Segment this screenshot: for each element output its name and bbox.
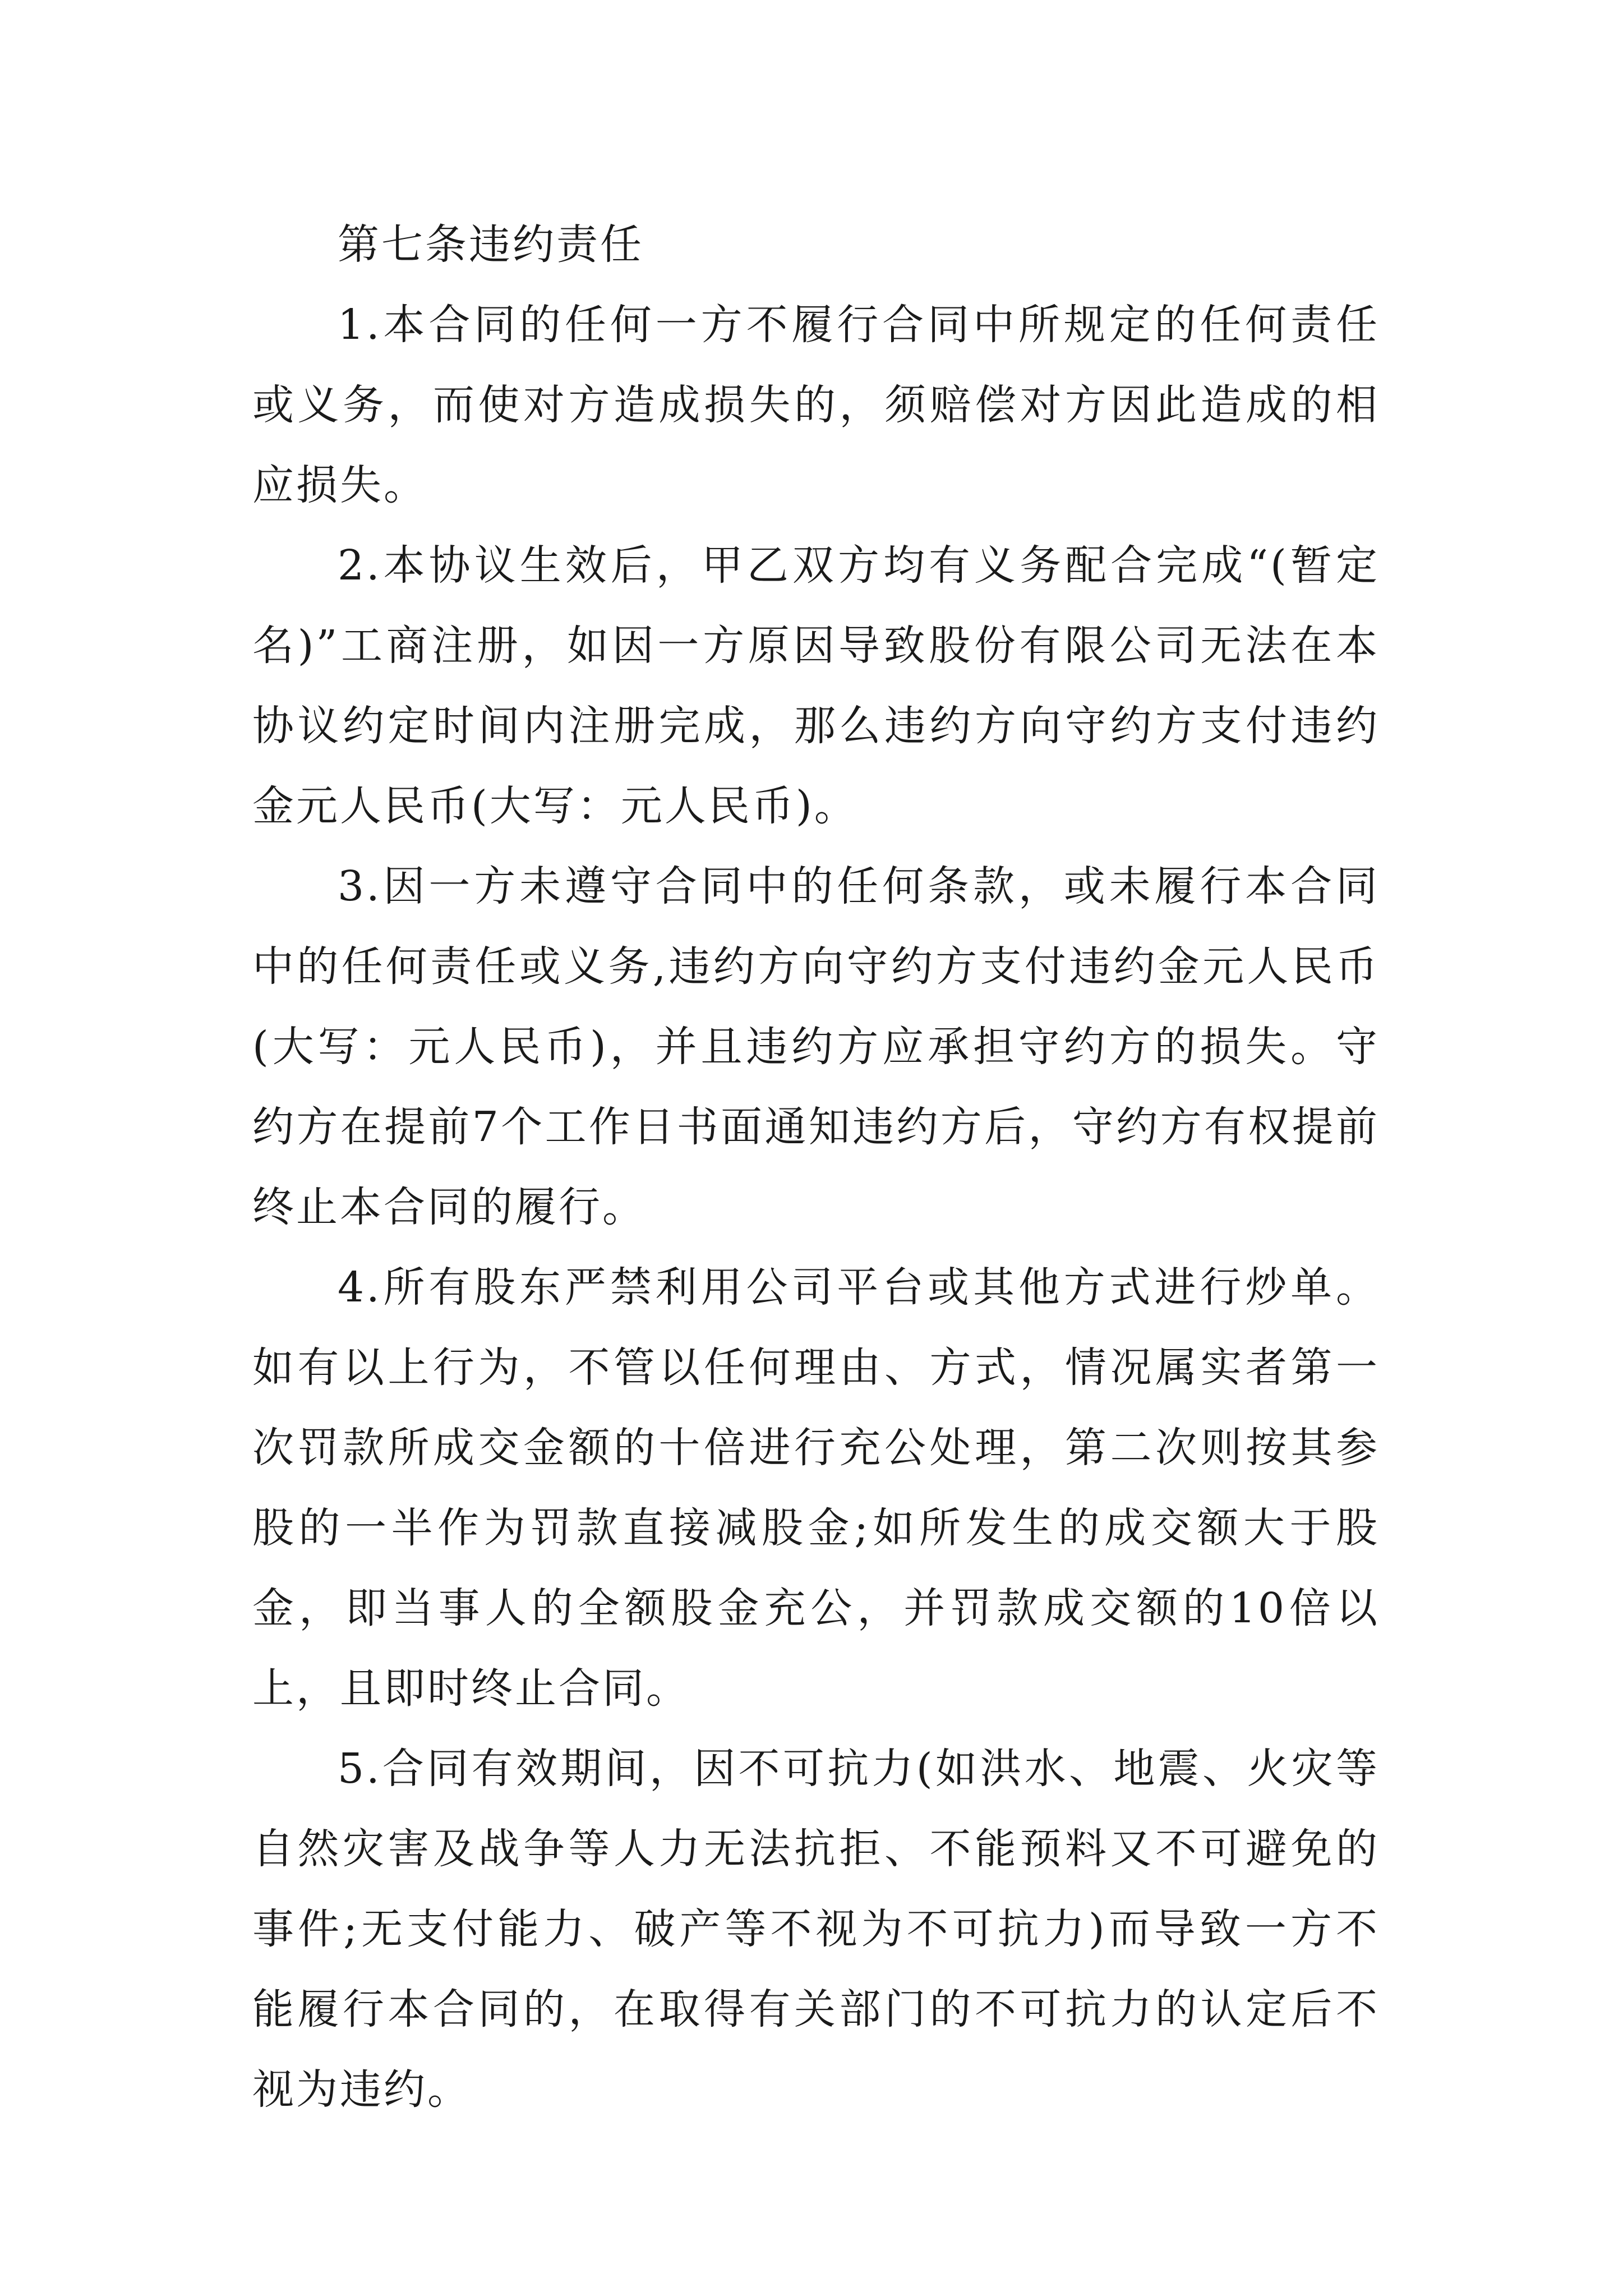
clause-2: 2.本协议生效后，甲乙双方均有义务配合完成“(暂定名)”工商注册，如因一方原因导致股份有限公司无法在本协议约定时间内注册完成，那么违约方向守约方支付违约金元人民币(大写：元人民币)。	[252, 541, 1380, 830]
article-heading: 第七条违约责任	[338, 220, 644, 269]
document-body	[252, 205, 1380, 2130]
clause-5: 5.合同有效期间，因不可抗力(如洪水、地震、火灾等自然灾害及战争等人力无法抗拒、不能预料又不可避免的事件;无支付能力、破产等不视为不可抗力)而导致一方不能履行本合同的，在取得有关部门的不可抗力的认定后不视为违约。	[252, 1745, 1380, 2114]
clause-4: 4.所有股东严禁利用公司平台或其他方式进行炒单。如有以上行为，不管以任何理由、方式，情况属实者第一次罚款所成交金额的十倍进行充公处理，第二次则按其参股的一半作为罚款直接减股金;如所发生的成交额大于股金，即当事人的全额股金充公，并罚款成交额的10倍以上，且即时终止合同。	[252, 1263, 1380, 1713]
clause-3: 3.因一方未遵守合同中的任何条款，或未履行本合同中的任何责任或义务,违约方向守约方支付违约金元人民币(大写：元人民币)，并且违约方应承担守约方的损失。守约方在提前7个工作日书面通知违约方后，守约方有权提前终止本合同的履行。	[252, 862, 1380, 1231]
clause-1: 1.本合同的任何一方不履行合同中所规定的任何责任或义务，而使对方造成损失的，须赔偿对方因此造成的相应损失。	[252, 301, 1380, 509]
